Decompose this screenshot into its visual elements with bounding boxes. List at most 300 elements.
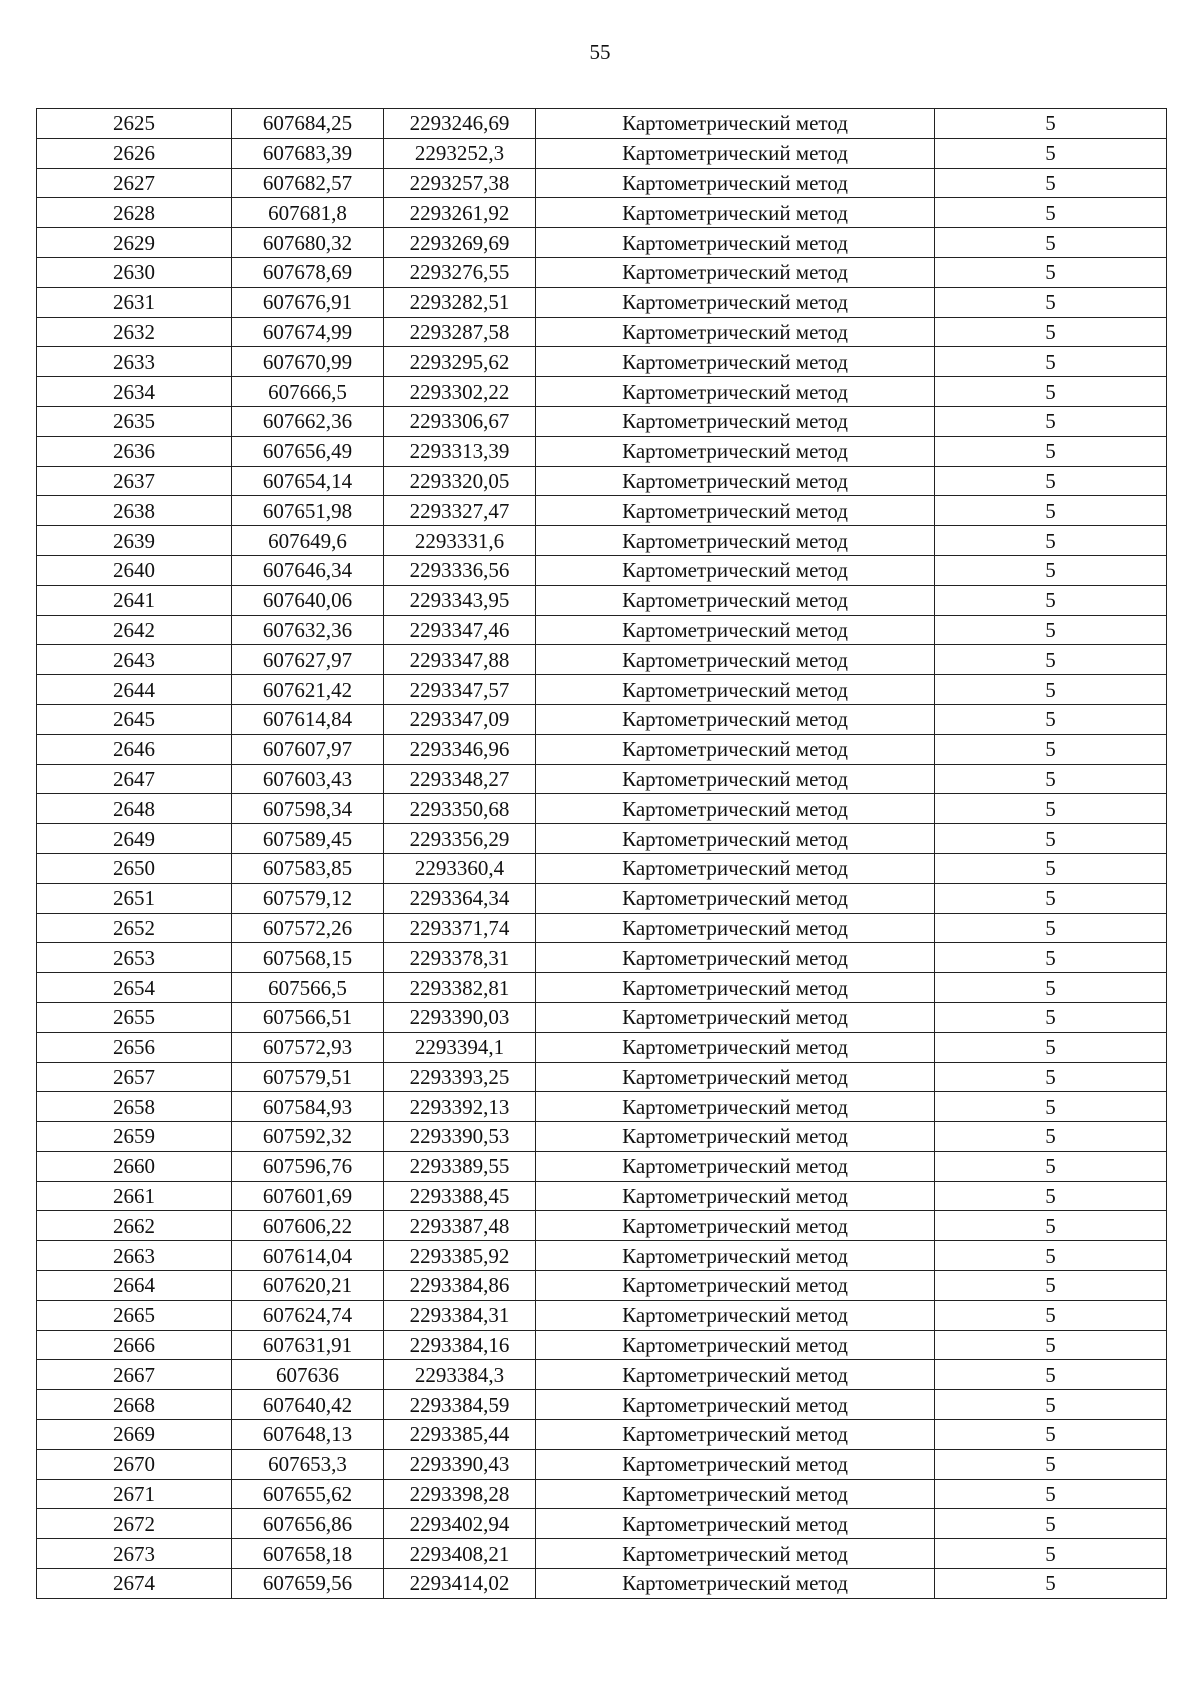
x-coordinate-cell: 607666,5 [232, 377, 384, 407]
accuracy-cell: 5 [935, 1479, 1167, 1509]
accuracy-cell: 5 [935, 615, 1167, 645]
table-row [37, 913, 1167, 943]
table-row [37, 824, 1167, 854]
table-row [37, 1330, 1167, 1360]
point-number-cell: 2664 [37, 1271, 232, 1301]
point-number-cell: 2631 [37, 287, 232, 317]
x-coordinate-cell: 607656,86 [232, 1509, 384, 1539]
y-coordinate-cell: 2293414,02 [384, 1569, 536, 1599]
table-row [37, 1241, 1167, 1271]
x-coordinate-cell: 607631,91 [232, 1330, 384, 1360]
x-coordinate-cell: 607620,21 [232, 1271, 384, 1301]
table-row [37, 883, 1167, 913]
method-cell: Картометрический метод [536, 466, 935, 496]
accuracy-cell: 5 [935, 824, 1167, 854]
table-row [37, 1151, 1167, 1181]
y-coordinate-cell: 2293387,48 [384, 1211, 536, 1241]
y-coordinate-cell: 2293343,95 [384, 585, 536, 615]
x-coordinate-cell: 607678,69 [232, 257, 384, 287]
accuracy-cell: 5 [935, 675, 1167, 705]
accuracy-cell: 5 [935, 1241, 1167, 1271]
accuracy-cell: 5 [935, 943, 1167, 973]
accuracy-cell: 5 [935, 1092, 1167, 1122]
accuracy-cell: 5 [935, 1569, 1167, 1599]
y-coordinate-cell: 2293389,55 [384, 1151, 536, 1181]
x-coordinate-cell: 607674,99 [232, 317, 384, 347]
point-number-cell: 2640 [37, 555, 232, 585]
y-coordinate-cell: 2293350,68 [384, 794, 536, 824]
table-row [37, 347, 1167, 377]
point-number-cell: 2638 [37, 496, 232, 526]
x-coordinate-cell: 607592,32 [232, 1122, 384, 1152]
y-coordinate-cell: 2293402,94 [384, 1509, 536, 1539]
accuracy-cell: 5 [935, 257, 1167, 287]
table-row [37, 496, 1167, 526]
x-coordinate-cell: 607601,69 [232, 1181, 384, 1211]
y-coordinate-cell: 2293390,43 [384, 1449, 536, 1479]
table-row [37, 198, 1167, 228]
table-row [37, 1569, 1167, 1599]
x-coordinate-cell: 607676,91 [232, 287, 384, 317]
accuracy-cell: 5 [935, 1002, 1167, 1032]
y-coordinate-cell: 2293347,57 [384, 675, 536, 705]
accuracy-cell: 5 [935, 406, 1167, 436]
accuracy-cell: 5 [935, 913, 1167, 943]
x-coordinate-cell: 607627,97 [232, 645, 384, 675]
x-coordinate-cell: 607654,14 [232, 466, 384, 496]
point-number-cell: 2668 [37, 1390, 232, 1420]
y-coordinate-cell: 2293384,31 [384, 1300, 536, 1330]
table-row [37, 257, 1167, 287]
accuracy-cell: 5 [935, 198, 1167, 228]
method-cell: Картометрический метод [536, 1539, 935, 1569]
method-cell: Картометрический метод [536, 109, 935, 139]
x-coordinate-cell: 607662,36 [232, 406, 384, 436]
y-coordinate-cell: 2293347,46 [384, 615, 536, 645]
method-cell: Картометрический метод [536, 615, 935, 645]
x-coordinate-cell: 607579,51 [232, 1062, 384, 1092]
accuracy-cell: 5 [935, 1271, 1167, 1301]
y-coordinate-cell: 2293336,56 [384, 555, 536, 585]
table-row [37, 436, 1167, 466]
accuracy-cell: 5 [935, 1449, 1167, 1479]
method-cell: Картометрический метод [536, 853, 935, 883]
x-coordinate-cell: 607566,51 [232, 1002, 384, 1032]
y-coordinate-cell: 2293347,09 [384, 704, 536, 734]
accuracy-cell: 5 [935, 1360, 1167, 1390]
table-row [37, 1390, 1167, 1420]
point-number-cell: 2655 [37, 1002, 232, 1032]
point-number-cell: 2674 [37, 1569, 232, 1599]
x-coordinate-cell: 607579,12 [232, 883, 384, 913]
y-coordinate-cell: 2293346,96 [384, 734, 536, 764]
method-cell: Картометрический метод [536, 1241, 935, 1271]
method-cell: Картометрический метод [536, 198, 935, 228]
point-number-cell: 2669 [37, 1420, 232, 1450]
table-row [37, 1449, 1167, 1479]
x-coordinate-cell: 607640,42 [232, 1390, 384, 1420]
x-coordinate-cell: 607646,34 [232, 555, 384, 585]
x-coordinate-cell: 607682,57 [232, 168, 384, 198]
table-row [37, 645, 1167, 675]
method-cell: Картометрический метод [536, 1151, 935, 1181]
point-number-cell: 2649 [37, 824, 232, 854]
method-cell: Картометрический метод [536, 1390, 935, 1420]
method-cell: Картометрический метод [536, 883, 935, 913]
table-row [37, 734, 1167, 764]
accuracy-cell: 5 [935, 436, 1167, 466]
point-number-cell: 2660 [37, 1151, 232, 1181]
accuracy-cell: 5 [935, 704, 1167, 734]
table-row [37, 764, 1167, 794]
method-cell: Картометрический метод [536, 973, 935, 1003]
x-coordinate-cell: 607598,34 [232, 794, 384, 824]
accuracy-cell: 5 [935, 377, 1167, 407]
point-number-cell: 2626 [37, 138, 232, 168]
method-cell: Картометрический метод [536, 913, 935, 943]
accuracy-cell: 5 [935, 1122, 1167, 1152]
method-cell: Картометрический метод [536, 824, 935, 854]
y-coordinate-cell: 2293384,16 [384, 1330, 536, 1360]
table-row [37, 555, 1167, 585]
y-coordinate-cell: 2293320,05 [384, 466, 536, 496]
accuracy-cell: 5 [935, 764, 1167, 794]
point-number-cell: 2671 [37, 1479, 232, 1509]
x-coordinate-cell: 607621,42 [232, 675, 384, 705]
accuracy-cell: 5 [935, 287, 1167, 317]
accuracy-cell: 5 [935, 496, 1167, 526]
point-number-cell: 2673 [37, 1539, 232, 1569]
point-number-cell: 2654 [37, 973, 232, 1003]
point-number-cell: 2630 [37, 257, 232, 287]
point-number-cell: 2650 [37, 853, 232, 883]
accuracy-cell: 5 [935, 883, 1167, 913]
x-coordinate-cell: 607589,45 [232, 824, 384, 854]
y-coordinate-cell: 2293287,58 [384, 317, 536, 347]
x-coordinate-cell: 607683,39 [232, 138, 384, 168]
coordinates-table [36, 108, 1167, 1599]
method-cell: Картометрический метод [536, 1300, 935, 1330]
method-cell: Картометрический метод [536, 675, 935, 705]
y-coordinate-cell: 2293327,47 [384, 496, 536, 526]
point-number-cell: 2659 [37, 1122, 232, 1152]
point-number-cell: 2656 [37, 1032, 232, 1062]
table-row [37, 1181, 1167, 1211]
y-coordinate-cell: 2293388,45 [384, 1181, 536, 1211]
method-cell: Картометрический метод [536, 317, 935, 347]
point-number-cell: 2663 [37, 1241, 232, 1271]
x-coordinate-cell: 607653,3 [232, 1449, 384, 1479]
point-number-cell: 2653 [37, 943, 232, 973]
point-number-cell: 2658 [37, 1092, 232, 1122]
method-cell: Картометрический метод [536, 1002, 935, 1032]
y-coordinate-cell: 2293385,92 [384, 1241, 536, 1271]
table-row [37, 675, 1167, 705]
table-row [37, 1420, 1167, 1450]
y-coordinate-cell: 2293392,13 [384, 1092, 536, 1122]
accuracy-cell: 5 [935, 228, 1167, 258]
accuracy-cell: 5 [935, 645, 1167, 675]
method-cell: Картометрический метод [536, 257, 935, 287]
method-cell: Картометрический метод [536, 496, 935, 526]
accuracy-cell: 5 [935, 1300, 1167, 1330]
table-row [37, 1300, 1167, 1330]
x-coordinate-cell: 607658,18 [232, 1539, 384, 1569]
method-cell: Картометрический метод [536, 585, 935, 615]
point-number-cell: 2648 [37, 794, 232, 824]
table-row [37, 377, 1167, 407]
point-number-cell: 2672 [37, 1509, 232, 1539]
table-row [37, 406, 1167, 436]
accuracy-cell: 5 [935, 1032, 1167, 1062]
y-coordinate-cell: 2293390,53 [384, 1122, 536, 1152]
y-coordinate-cell: 2293306,67 [384, 406, 536, 436]
point-number-cell: 2633 [37, 347, 232, 377]
table-row [37, 1539, 1167, 1569]
x-coordinate-cell: 607606,22 [232, 1211, 384, 1241]
accuracy-cell: 5 [935, 1062, 1167, 1092]
y-coordinate-cell: 2293360,4 [384, 853, 536, 883]
point-number-cell: 2637 [37, 466, 232, 496]
method-cell: Картометрический метод [536, 794, 935, 824]
point-number-cell: 2644 [37, 675, 232, 705]
point-number-cell: 2652 [37, 913, 232, 943]
x-coordinate-cell: 607584,93 [232, 1092, 384, 1122]
table-row [37, 1092, 1167, 1122]
accuracy-cell: 5 [935, 1539, 1167, 1569]
y-coordinate-cell: 2293356,29 [384, 824, 536, 854]
y-coordinate-cell: 2293302,22 [384, 377, 536, 407]
x-coordinate-cell: 607583,85 [232, 853, 384, 883]
table-row [37, 853, 1167, 883]
accuracy-cell: 5 [935, 1330, 1167, 1360]
x-coordinate-cell: 607614,84 [232, 704, 384, 734]
y-coordinate-cell: 2293276,55 [384, 257, 536, 287]
table-row [37, 1479, 1167, 1509]
method-cell: Картометрический метод [536, 1420, 935, 1450]
accuracy-cell: 5 [935, 526, 1167, 556]
accuracy-cell: 5 [935, 1509, 1167, 1539]
y-coordinate-cell: 2293384,86 [384, 1271, 536, 1301]
table-row [37, 1271, 1167, 1301]
point-number-cell: 2632 [37, 317, 232, 347]
method-cell: Картометрический метод [536, 287, 935, 317]
y-coordinate-cell: 2293282,51 [384, 287, 536, 317]
method-cell: Картометрический метод [536, 704, 935, 734]
point-number-cell: 2662 [37, 1211, 232, 1241]
y-coordinate-cell: 2293364,34 [384, 883, 536, 913]
method-cell: Картометрический метод [536, 168, 935, 198]
method-cell: Картометрический метод [536, 1122, 935, 1152]
point-number-cell: 2636 [37, 436, 232, 466]
x-coordinate-cell: 607681,8 [232, 198, 384, 228]
x-coordinate-cell: 607624,74 [232, 1300, 384, 1330]
accuracy-cell: 5 [935, 1151, 1167, 1181]
point-number-cell: 2643 [37, 645, 232, 675]
method-cell: Картометрический метод [536, 1360, 935, 1390]
x-coordinate-cell: 607632,36 [232, 615, 384, 645]
table-row [37, 228, 1167, 258]
y-coordinate-cell: 2293385,44 [384, 1420, 536, 1450]
accuracy-cell: 5 [935, 347, 1167, 377]
point-number-cell: 2665 [37, 1300, 232, 1330]
point-number-cell: 2629 [37, 228, 232, 258]
method-cell: Картометрический метод [536, 1211, 935, 1241]
method-cell: Картометрический метод [536, 943, 935, 973]
y-coordinate-cell: 2293313,39 [384, 436, 536, 466]
point-number-cell: 2651 [37, 883, 232, 913]
table-row [37, 1509, 1167, 1539]
y-coordinate-cell: 2293252,3 [384, 138, 536, 168]
table-row [37, 1002, 1167, 1032]
table-row [37, 1360, 1167, 1390]
y-coordinate-cell: 2293371,74 [384, 913, 536, 943]
x-coordinate-cell: 607614,04 [232, 1241, 384, 1271]
method-cell: Картометрический метод [536, 1271, 935, 1301]
y-coordinate-cell: 2293331,6 [384, 526, 536, 556]
table-row [37, 1211, 1167, 1241]
method-cell: Картометрический метод [536, 526, 935, 556]
method-cell: Картометрический метод [536, 377, 935, 407]
point-number-cell: 2625 [37, 109, 232, 139]
table-row [37, 466, 1167, 496]
x-coordinate-cell: 607659,56 [232, 1569, 384, 1599]
accuracy-cell: 5 [935, 973, 1167, 1003]
x-coordinate-cell: 607566,5 [232, 973, 384, 1003]
accuracy-cell: 5 [935, 734, 1167, 764]
accuracy-cell: 5 [935, 1420, 1167, 1450]
y-coordinate-cell: 2293398,28 [384, 1479, 536, 1509]
y-coordinate-cell: 2293269,69 [384, 228, 536, 258]
table-row [37, 1062, 1167, 1092]
point-number-cell: 2642 [37, 615, 232, 645]
table-row [37, 1122, 1167, 1152]
method-cell: Картометрический метод [536, 347, 935, 377]
y-coordinate-cell: 2293390,03 [384, 1002, 536, 1032]
x-coordinate-cell: 607656,49 [232, 436, 384, 466]
table-row [37, 704, 1167, 734]
y-coordinate-cell: 2293348,27 [384, 764, 536, 794]
table-row [37, 526, 1167, 556]
x-coordinate-cell: 607603,43 [232, 764, 384, 794]
method-cell: Картометрический метод [536, 1062, 935, 1092]
accuracy-cell: 5 [935, 853, 1167, 883]
x-coordinate-cell: 607680,32 [232, 228, 384, 258]
method-cell: Картометрический метод [536, 1032, 935, 1062]
table-row [37, 615, 1167, 645]
accuracy-cell: 5 [935, 168, 1167, 198]
accuracy-cell: 5 [935, 555, 1167, 585]
y-coordinate-cell: 2293384,3 [384, 1360, 536, 1390]
point-number-cell: 2667 [37, 1360, 232, 1390]
method-cell: Картометрический метод [536, 228, 935, 258]
point-number-cell: 2661 [37, 1181, 232, 1211]
point-number-cell: 2657 [37, 1062, 232, 1092]
accuracy-cell: 5 [935, 466, 1167, 496]
point-number-cell: 2639 [37, 526, 232, 556]
method-cell: Картометрический метод [536, 645, 935, 675]
y-coordinate-cell: 2293246,69 [384, 109, 536, 139]
y-coordinate-cell: 2293384,59 [384, 1390, 536, 1420]
y-coordinate-cell: 2293261,92 [384, 198, 536, 228]
method-cell: Картометрический метод [536, 436, 935, 466]
table-row [37, 317, 1167, 347]
table-row [37, 109, 1167, 139]
table-row [37, 794, 1167, 824]
method-cell: Картометрический метод [536, 138, 935, 168]
point-number-cell: 2647 [37, 764, 232, 794]
method-cell: Картометрический метод [536, 1181, 935, 1211]
method-cell: Картометрический метод [536, 1479, 935, 1509]
x-coordinate-cell: 607670,99 [232, 347, 384, 377]
method-cell: Картометрический метод [536, 1330, 935, 1360]
x-coordinate-cell: 607651,98 [232, 496, 384, 526]
y-coordinate-cell: 2293295,62 [384, 347, 536, 377]
method-cell: Картометрический метод [536, 1092, 935, 1122]
y-coordinate-cell: 2293382,81 [384, 973, 536, 1003]
point-number-cell: 2627 [37, 168, 232, 198]
y-coordinate-cell: 2293393,25 [384, 1062, 536, 1092]
y-coordinate-cell: 2293408,21 [384, 1539, 536, 1569]
point-number-cell: 2628 [37, 198, 232, 228]
accuracy-cell: 5 [935, 1390, 1167, 1420]
y-coordinate-cell: 2293394,1 [384, 1032, 536, 1062]
accuracy-cell: 5 [935, 794, 1167, 824]
x-coordinate-cell: 607572,93 [232, 1032, 384, 1062]
table-row [37, 585, 1167, 615]
accuracy-cell: 5 [935, 1211, 1167, 1241]
point-number-cell: 2670 [37, 1449, 232, 1479]
table-row [37, 168, 1167, 198]
coordinates-table-body [37, 109, 1167, 1599]
table-row [37, 138, 1167, 168]
point-number-cell: 2646 [37, 734, 232, 764]
method-cell: Картометрический метод [536, 764, 935, 794]
y-coordinate-cell: 2293347,88 [384, 645, 536, 675]
x-coordinate-cell: 607655,62 [232, 1479, 384, 1509]
point-number-cell: 2666 [37, 1330, 232, 1360]
point-number-cell: 2635 [37, 406, 232, 436]
method-cell: Картометрический метод [536, 734, 935, 764]
accuracy-cell: 5 [935, 317, 1167, 347]
table-row [37, 1032, 1167, 1062]
x-coordinate-cell: 607572,26 [232, 913, 384, 943]
point-number-cell: 2645 [37, 704, 232, 734]
table-row [37, 943, 1167, 973]
x-coordinate-cell: 607649,6 [232, 526, 384, 556]
x-coordinate-cell: 607636 [232, 1360, 384, 1390]
table-row [37, 287, 1167, 317]
point-number-cell: 2641 [37, 585, 232, 615]
method-cell: Картометрический метод [536, 555, 935, 585]
accuracy-cell: 5 [935, 138, 1167, 168]
point-number-cell: 2634 [37, 377, 232, 407]
y-coordinate-cell: 2293378,31 [384, 943, 536, 973]
method-cell: Картометрический метод [536, 1569, 935, 1599]
y-coordinate-cell: 2293257,38 [384, 168, 536, 198]
x-coordinate-cell: 607607,97 [232, 734, 384, 764]
x-coordinate-cell: 607568,15 [232, 943, 384, 973]
table-row [37, 973, 1167, 1003]
accuracy-cell: 5 [935, 1181, 1167, 1211]
x-coordinate-cell: 607596,76 [232, 1151, 384, 1181]
method-cell: Картометрический метод [536, 1509, 935, 1539]
x-coordinate-cell: 607648,13 [232, 1420, 384, 1450]
method-cell: Картометрический метод [536, 406, 935, 436]
x-coordinate-cell: 607640,06 [232, 585, 384, 615]
accuracy-cell: 5 [935, 109, 1167, 139]
method-cell: Картометрический метод [536, 1449, 935, 1479]
